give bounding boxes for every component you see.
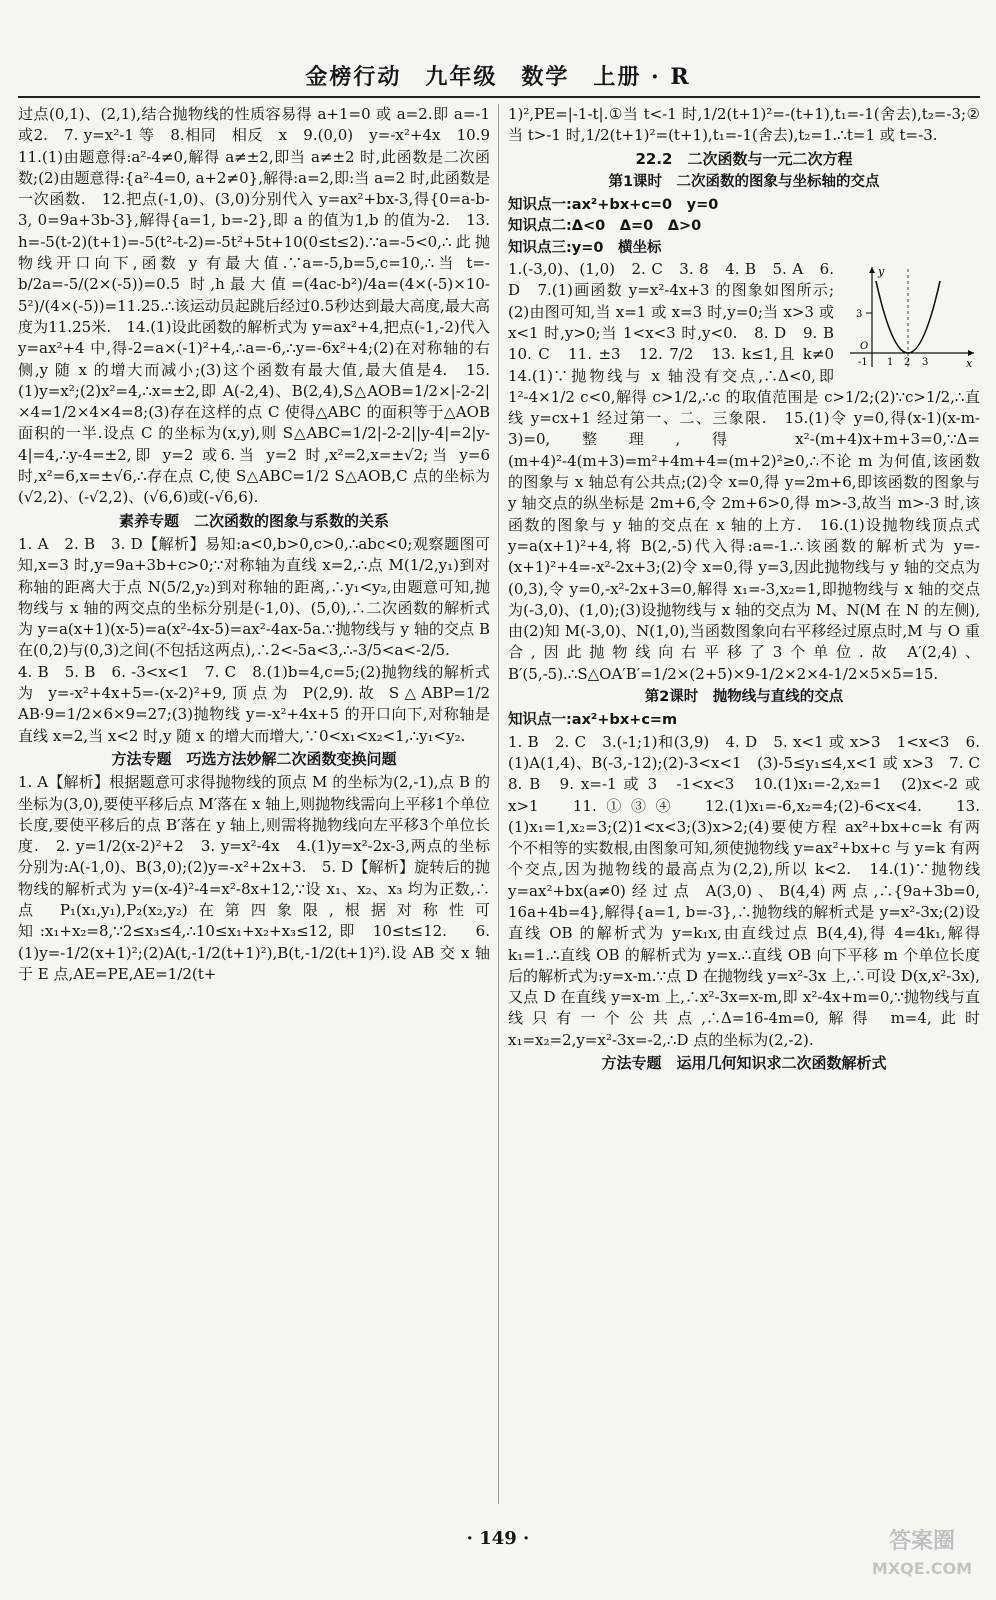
lesson-heading: 第1课时 二次函数的图象与坐标轴的交点	[608, 173, 880, 190]
page-header: 金榜行动 九年级 数学 上册 · R	[305, 64, 691, 90]
answer-block: 4. B 5. B 6. -3<x<1 7. C 8.(1)b=4,c=5;(2)抛物线的解析式为 y=-x²+4x+5=-(x-2)²+9,顶点为 P(2,9).故 S△ABP=1/2 AB·9=1/2×6×9=27;(3)抛物线 y=-x²+4x+5 的开口向下,对称轴是直线 x=2,当 x<2 时,y 随 x 的增大而增大,∵0<x₁<x₂<1,∴y₁<y₂.	[18, 662, 490, 745]
answer-block: 1. A【解析】根据题意可求得抛物线的顶点 M 的坐标为(2,-1),点 B 的坐标为(3,0),要使平移后点 M′落在 x 轴上,则抛物线需向上平移1个单位长度,要使平移后的点 B′落在 y 轴上,则需将抛物线向左平移3个单位长度. 2. y=1/2(x-2)²+2 3. y=x²-4x 4.(1)y=x²-2x-3,两点的坐标分别为:A(-1,0)、B(3,0);(2)y=-x²+2x+3. 5. D【解析】旋转后的抛物线的解析式为 y=(x-4)²-4=x²-8x+12,∵设 x₁、x₂、x₃ 均为正数,∴点 P₁(x₁,y₁),P₂(x₂,y₂)在第四象限,根据对称性可知:x₁+x₂=8,∵2≤x₃≤4,∴10≤x₁+x₂+x₃≤12,即 10≤t≤12. 6.(1)y=-1/2(x+1)²;(2)A(t,-1/2(t+1)²),B(t,-1/2(t+1)²).设 AB 交 x 轴于 E 点,AE=PE,AE=1/2(t+	[18, 773, 490, 983]
answer-block: 1)²,PE=|-1-t|.①当 t<-1 时,1/2(t+1)²=-(t+1),t₁=-1(舍去),t₂=-3;②当 t>-1 时,1/2(t+1)²=(t+1),t₁=-1(舍去),t₂=1.∴t=1 或 t=-3.	[508, 105, 980, 145]
watermark-line2: MXQE.COM	[871, 1559, 973, 1578]
watermark-line1: 答案圈	[888, 1529, 956, 1554]
parabola-figure	[842, 261, 980, 371]
answer-block: 过点(0,1)、(2,1),结合抛物线的性质容易得 a+1=0 或 a=2.即 a=-1 或2. 7. y=x²-1 等 8.相同 相反 x 9.(0,0) y=-x²+4x 10.9 11.(1)由题意得:a²-4≠0,解得 a≠±2,即当 a≠±2 时,此函数是二次函数;(2)由题意得:{a²-4=0, a+2≠0},解得:a=2,即:当 a=2 时,此函数是一次函数. 12.把点(-1,0)、(3,0)分别代入 y=ax²+bx-3,得{0=a-b-3, 0=9a+3b-3},解得{a=1, b=-2},即 a 的值为1,b 的值为-2. 13. h=-5(t-2)(t+1)=-5(t²-t-2)=-5t²+5t+10(0≤t≤2).∵a=-5<0,∴此抛物线开口向下,函数 y 有最大值.∵a=-5,b=5,c=10,∴当 t=-b/2a=-5/(2×(-5))=0.5 时,h最大值=(4ac-b²)/4a=(4×(-5)×10-5²)/(4×(-5))=11.25.∴该运动员起跳后经过0.5秒达到最大高度,最大高度为11.25米. 14.(1)设此函数的解析式为 y=ax²+4,把点(-1,-2)代入 y=ax²+4 中,得-2=a×(-1)²+4,∴a=-6,∴y=-6x²+4;(2)在对称轴的右侧,y 随 x 的增大而减小;(3)这个函数有最大值,最大值是4. 15.(1)y=x²;(2)x²=4,∴x=±2,即 A(-2,4)、B(2,4),S△AOB=1/2×|-2-2|×4=1/2×4×4=8;(3)存在这样的点 C 使得△ABC 的面积等于△AOB 面积的一半.设点 C 的坐标为(x,y),则 S△ABC=1/2|-2-2||y-4|=2|y-4|=4,∴y-4=±2,即 y=2 或6.当 y=2 时,x²=2,x=±√2;当 y=6 时,x²=6,x=±√6,∴存在点 C,使 S△ABC=1/2 S△AOB,C 点的坐标为(√2,2)、(-√2,2)、(√6,6)或(-√6,6).	[18, 105, 506, 507]
x-axis-label: x	[966, 357, 973, 371]
y-tick-label: 3	[856, 309, 863, 321]
x-tick-label: 3	[922, 357, 929, 369]
knowledge-point: 知识点一:ax²+bx+c=0 y=0	[508, 197, 719, 214]
answer-block: 1.(-3,0)、(1,0) 2. C 3. 8 4. B 5. A 6. D 7.(1)画函数 y=x²-4x+3 的图象如图所示;(2)由图可知,当 x=1 或 x=3 时,y=0;当 x>3 或 x<1 时,y>0;当 1<x<3 时,y<0. 8. D 9. B 10. C 11. ±3 12. 7/2 13. k≤1,且 k≠0 14.(1)∵抛物线与 x 轴没有交点,∴Δ<0,即 1²-4×1/2 c<0,解得 c>1/2,∴c 的取值范围是 c>1/2;(2)∵c>1/2,∴直线 y=cx+1 经过第一、二、三象限. 15.(1)令 y=0,得(x-1)(x-m-3)=0,整理,得 x²-(m+4)x+m+3=0,∵Δ=(m+4)²-4(m+3)=m²+4m+4=(m+2)²≥0,∴不论 m 为何值,该函数的图象与 x 轴总有公共点;(2)令 x=0,得 y=2m+6,即该函数的图象与 y 轴交点的纵坐标是 2m+6,令 2m+6>0,得 m>-3,故当 m>-3 时,该函数的图象与 y 轴的交点在 x 轴的上方. 16.(1)设抛物线顶点式 y=a(x+1)²+4,将 B(2,-5)代入得:a=-1.∴该函数的解析式为 y=-(x+1)²+4=-x²-2x+3;(2)令 x=0,得 y=3,因此抛物线与 y 轴的交点为(0,3),令 y=0,-x²-2x+3=0,解得 x₁=-3,x₂=1,即抛物线与 x 轴的交点为(-3,0)、(1,0);(3)设抛物线与 x 轴的交点为 M、N(M 在 N 的左侧),由(2)知 M(-3,0)、N(1,0),当函数图象向右平移经过原点时,M 与 O 重合,因此抛物线向右平移了3个单位.故 A′(2,4)、B′(5,-5).∴S△OA′B′=1/2×(2+5)×9-1/2×2×4-1/2×5×5=15.	[508, 260, 980, 683]
section-heading: 22.2 二次函数与一元二次方程	[635, 149, 853, 168]
answer-block: 1. A 2. B 3. D【解析】易知:a<0,b>0,c>0,∴abc<0;观察题图可知,x=3 时,y=9a+3b+c>0;∵对称轴为直线 x=2,∴点 M(1/2,y₁)到对称轴的距离大于点 N(5/2,y₂)到对称轴的距离,∴y₁<y₂,由题意可知,抛物线与 x 轴的两交点的坐标分别是(-1,0)、(5,0),∴二次函数的解析式为 y=a(x+1)(x-5)=a(x²-4x-5)=ax²-4ax-5a.∵抛物线与 y 轴的交点 B 在(0,2)与(0,3)之间(不包括这两点),∴2<-5a<3,∴-3/5<a<-2/5.	[18, 534, 490, 660]
column-divider	[498, 104, 499, 1504]
knowledge-point: 知识点二:Δ<0 Δ=0 Δ>0	[508, 218, 702, 235]
page-number: · 149 ·	[466, 1528, 530, 1549]
knowledge-point: 知识点三:y=0 横坐标	[508, 239, 662, 256]
answer-block: 1. B 2. C 3.(-1;1)和(3,9) 4. D 5. x<1 或 x>3 1<x<3 6.(1)A(1,4)、B(-3,-12);(2)-3<x<1 (3)-5≤y₁≤4,x<1 或 x>3 7. C 8. B 9. x=-1 或 3 -1<x<3 10.(1)x₁=-2,x₂=1 (2)x<-2 或 x>1 11.①③④ 12.(1)x₁=-6,x₂=4;(2)-6<x<4. 13.(1)x₁=1,x₂=3;(2)1<x<3;(3)x>2;(4)要使方程 ax²+bx+c=k 有两个不相等的实数根,由图象可知,须使抛物线 y=ax²+bx+c 与 y=k 有两个交点,因为抛物线的最高点为(2,2),所以 k<2. 14.(1)∵抛物线 y=ax²+bx(a≠0)经过点 A(3,0)、B(4,4)两点,∴{9a+3b=0, 16a+4b=4},解得{a=1, b=-3},∴抛物线的解析式是 y=x²-3x;(2)设直线 OB 的解析式为 y=k₁x,由直线过点 B(4,4),得 4=4k₁,解得 k₁=1.∴直线 OB 的解析式为 y=x.∴直线 OB 向下平移 m 个单位长度后的解析式为:y=x-m.∵点 D 在抛物线 y=x²-3x 上,∴可设 D(x,x²-3x),又点 D 在直线 y=x-m 上,∴x²-3x=x-m,即 x²-4x+m=0,∵抛物线与直线只有一个公共点,∴Δ=16-4m=0,解得 m=4,此时 x₁=x₂=2,y=x²-3x=-2,∴D 点的坐标为(2,-2).	[508, 732, 996, 1049]
right-column	[508, 104, 996, 1504]
watermark-logo	[862, 1520, 982, 1586]
lesson-heading: 第2课时 抛物线与直线的交点	[644, 689, 844, 706]
header-rule	[18, 96, 980, 98]
section-heading: 方法专题 运用几何知识求二次函数解析式	[601, 1054, 887, 1073]
left-column	[18, 104, 506, 1504]
y-axis-arrow	[869, 267, 875, 273]
x-axis-arrow	[968, 350, 974, 356]
origin-label: O	[860, 341, 869, 353]
x-tick-label: 1	[887, 357, 894, 369]
y-axis-label: y	[878, 265, 885, 279]
knowledge-point: 知识点一:ax²+bx+c=m	[508, 712, 678, 729]
x-tick-label: 2	[904, 357, 911, 369]
section-heading: 素养专题 二次函数的图象与系数的关系	[118, 511, 389, 530]
y-tick-label: -1	[858, 357, 868, 369]
section-heading: 方法专题 巧选方法妙解二次函数变换问题	[111, 749, 397, 768]
